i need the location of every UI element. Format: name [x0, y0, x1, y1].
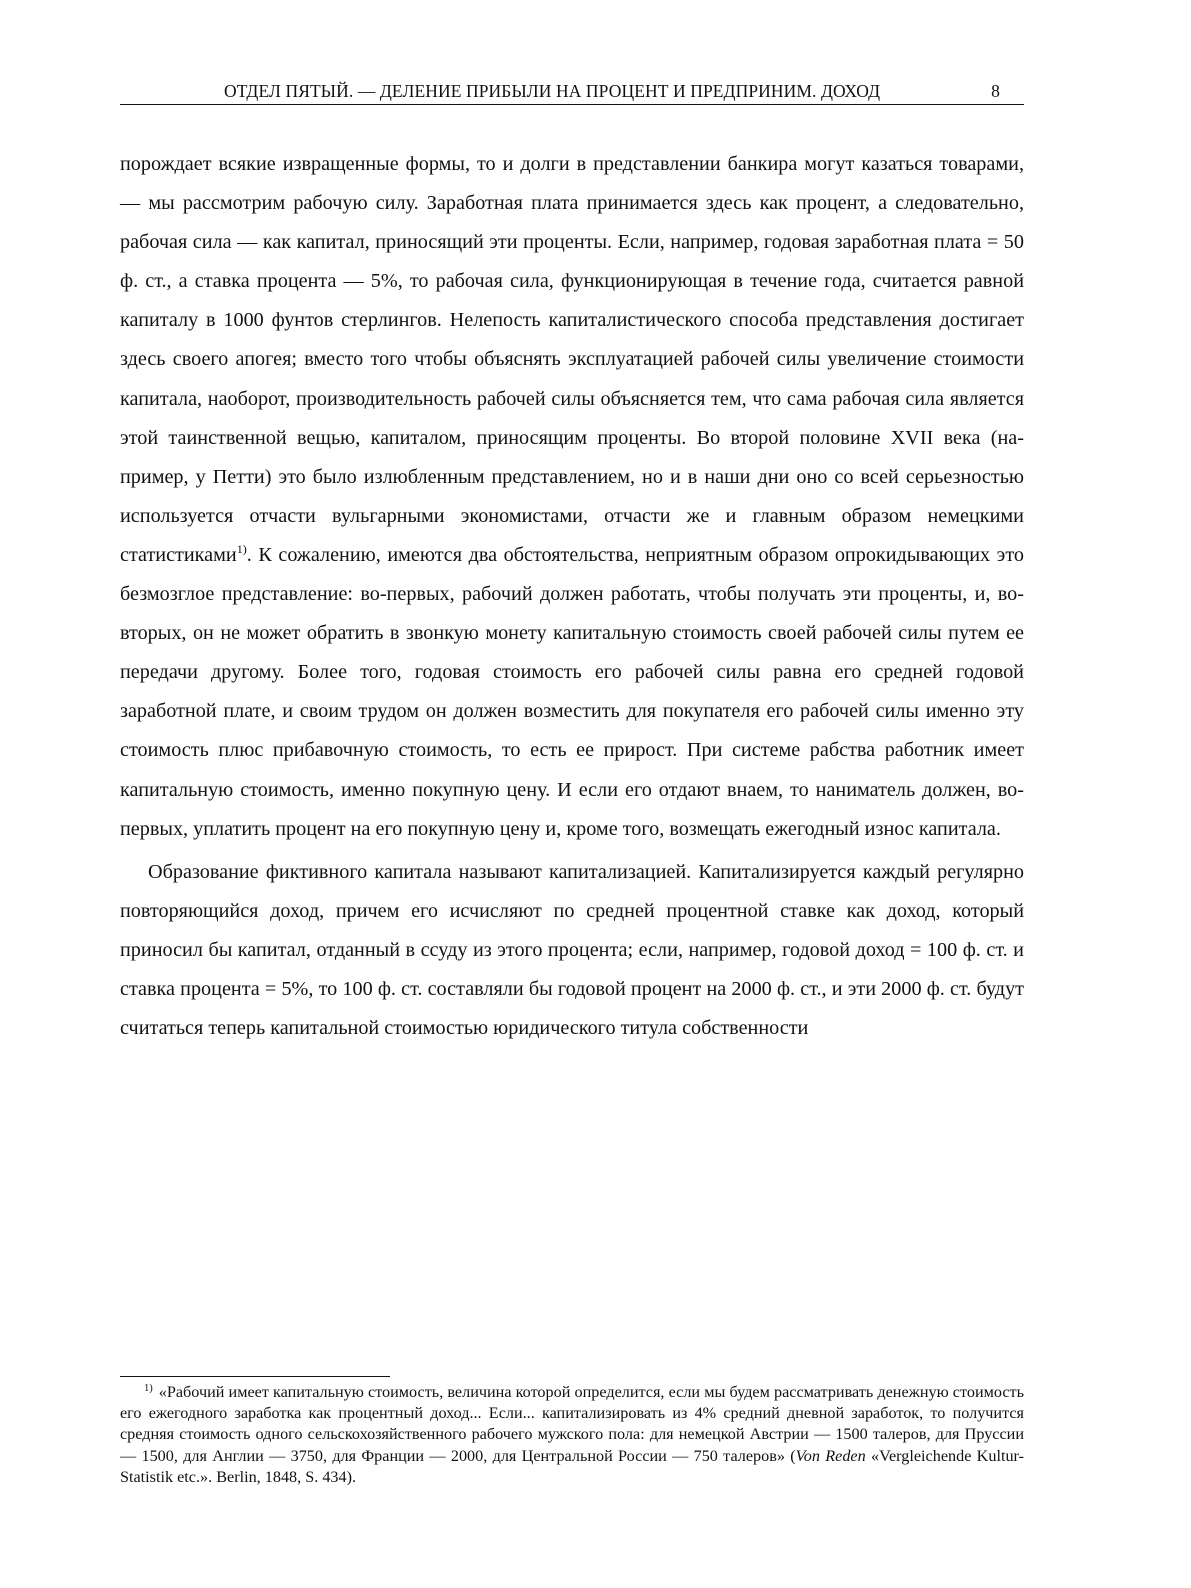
footnote-separator [120, 1376, 390, 1377]
footnote-author: Von Reden [795, 1446, 866, 1465]
page-number: 8 [991, 81, 1000, 101]
paragraph: Образование фиктивного капитала называют капитализацией. Капитализируется каждый регулярно повторяющийся доход, причем его исчисляют по средней процентной ставке как доход, который приносил бы капитал, отданный в ссуду из этого процента; если, например, годовой доход = 100 ф. ст. и ставка процента = 5%, то 100 ф. ст. составляли бы годовой процент на 2000 ф. ст., и эти 2000 ф. ст. будут считаться теперь капитальной стоимостью юридического титула собственности [120, 860, 1024, 1040]
paragraph [120, 145, 1024, 849]
paragraph-text: порождает всякие извращенные формы, то и долги в представлении банкира могут казаться товарами, — мы рассмотрим рабочую силу. Заработная плата принимается здесь как процент, а следовательно, рабочая сила — как капитал, приносящий эти проценты. Если, например, годовая заработная плата = 50 ф. ст., а ставка процента — 5%, то рабочая сила, функционирующая в течение года, считается равной капиталу в 1000 фунтов стерлингов. Нелепость капиталистического способа представления достигает здесь своего апогея; вместо того чтобы объяснять эксплуатацией рабочей силы увеличение стоимости капитала, наоборот, производительность рабочей силы объясняется тем, что сама рабочая сила является этой таинственной вещью, капиталом, приносящим проценты. Во второй половине XVII века (например, у Петти) это было излюбленным представлением, но и в наши дни оно со всей серьезностью используется отчасти вульгарными экономистами, отчасти же и главным образом немецкими статистиками [120, 153, 1024, 566]
footnote [120, 1382, 1024, 1488]
footnote-text: «Рабочий имеет капитальную стоимость, величина которой определится, если мы будем рассматривать денежную стоимость его ежегодного заработка как процентный доход... Если... капитализировать из 4% средний дневной заработок, то получится средняя стоимость одного сельскохозяйственного рабочего мужского пола: для немецкой Австрии — 1500 талеров, для Пруссии — 1500, для Англии — 3750, для Франции — 2000, для Центральной России — 750 талеров» ( [120, 1383, 1024, 1465]
running-header [120, 78, 1024, 105]
footnote-marker: 1) [144, 1383, 153, 1394]
footnote-reference[interactable]: 1) [236, 541, 247, 556]
header-title: ОТДЕЛ ПЯТЫЙ. — ДЕЛЕНИЕ ПРИБЫЛИ НА ПРОЦЕНТ И ПРЕДПРИНИМ. ДОХОД [224, 81, 881, 101]
footnote-text: «Vergleichende Kultur-Statistik etc.». Berlin, 1848, S. 434). [120, 1446, 1025, 1486]
main-text [120, 145, 1024, 1048]
paragraph-text: . К сожалению, имеются два обстоятельства, неприятным образом опрокидывающих это безмозглое представление: во-первых, рабочий должен работать, чтобы получать эти проценты, и, во-вторых, он не может обратить в звонкую монету капитальную стоимость своей рабочей силы путем ее передачи другому. Более того, годовая стоимость его рабочей силы равна его средней годовой заработной плате, и своим трудом он должен возместить для покупателя его рабочей силы именно эту стоимость плюс прибавочную стоимость, то есть ее прирост. При системе рабства работник имеет капитальную стоимость, именно покупную цену. И если его отдают внаем, то наниматель должен, во-первых, уплатить процент на его покупную цену и, кроме того, возмещать ежегодный износ капитала. [120, 543, 1024, 840]
